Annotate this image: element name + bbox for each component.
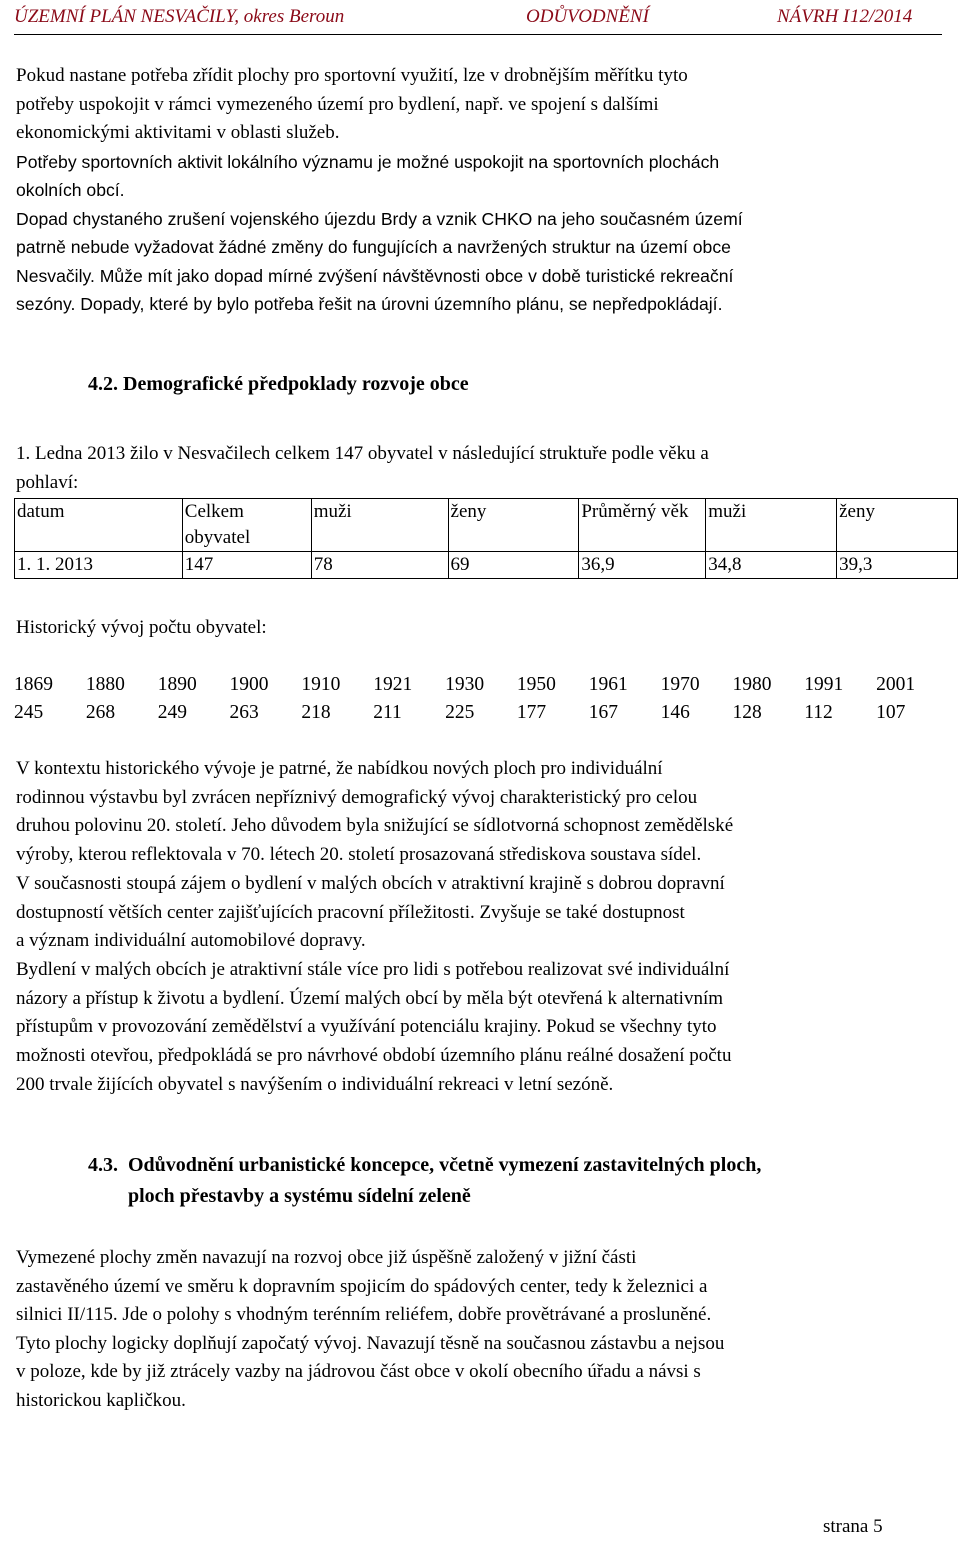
column-header: datum bbox=[15, 499, 183, 552]
text-line: ekonomickými aktivitami v oblasti služeb. bbox=[16, 122, 340, 143]
year-cell: 1869 bbox=[14, 674, 53, 695]
section-title-line1: Odůvodnění urbanistické koncepce, včetně vymezení zastavitelných ploch, bbox=[128, 1154, 762, 1176]
value-cell: 249 bbox=[157, 702, 187, 723]
text-line: patrně nebude vyžadovat žádné změny do fungujících a navržených struktur na území obce bbox=[16, 237, 731, 257]
text-line: výroby, kterou reflektovala v 70. létech 20. století prosazovaná střediskova soustava sídel. bbox=[16, 844, 702, 866]
text-line: okolních obcí. bbox=[16, 180, 125, 200]
year-cell: 1991 bbox=[804, 674, 844, 695]
year-cell: 1880 bbox=[85, 674, 125, 695]
text-line: a význam individuální automobilové dopravy. bbox=[16, 930, 366, 952]
text-line: v poloze, kde by již ztrácely vazby na jádrovou část obce v okolí obecního úřadu a návsi s bbox=[16, 1361, 701, 1382]
text-line: dostupností větších center zajišťujících pracovní příležitosti. Zvyšuje se také dostupnost bbox=[16, 901, 685, 923]
table-cell: 147 bbox=[182, 552, 311, 579]
text-line: názory a přístup k životu a bydlení. Území malých obcí by měla být otevřená k alternativním bbox=[16, 987, 724, 1009]
text-line: zastavěného území ve směru k dopravním spojicím do spádových center, tedy k železnici a bbox=[16, 1275, 708, 1297]
text-line: potřeby uspokojit v rámci vymezeného území pro bydlení, např. ve spojení s dalšími bbox=[16, 93, 659, 115]
historical-label bbox=[16, 614, 946, 643]
year-cell: 1970 bbox=[660, 674, 700, 695]
text-line: Historický vývoj počtu obyvatel: bbox=[16, 617, 267, 638]
year-cell: 1980 bbox=[732, 674, 772, 695]
text-line: Vymezené plochy změn navazují na rozvoj obce již úspěšně založený v jižní části bbox=[16, 1247, 637, 1268]
column-header: ženy bbox=[837, 499, 958, 552]
column-header: Celkem obyvatel bbox=[182, 499, 311, 552]
section-4-3-heading bbox=[88, 1150, 948, 1212]
section-title-line2: ploch přestavby a systému sídelní zeleně bbox=[128, 1185, 471, 1207]
table-cell: 78 bbox=[311, 552, 448, 579]
value-cell: 263 bbox=[229, 702, 259, 723]
plan-title: ÚZEMNÍ PLÁN NESVAČILY, okres Beroun bbox=[14, 6, 345, 27]
text-line: V kontextu historického vývoje je patrné, že nabídkou nových ploch pro individuální bbox=[16, 758, 663, 779]
year-cell: 1910 bbox=[301, 674, 341, 695]
text-line: 200 trvale žijících obyvatel s navýšením o individuální rekreaci v letní sezóně. bbox=[16, 1073, 614, 1095]
version-label: NÁVRH I bbox=[777, 6, 850, 27]
table-row bbox=[15, 552, 958, 579]
text-line: pohlaví: bbox=[16, 471, 79, 493]
values-row bbox=[14, 699, 948, 727]
text-line: Pokud nastane potřeba zřídit plochy pro sportovní využití, lze v drobnějším měřítku tyto bbox=[16, 65, 688, 86]
table-header-row bbox=[15, 499, 958, 552]
text-line: silnici II/115. Jde o polohy s vhodným terénním reliéfem, dobře provětrávané a prosluněné. bbox=[16, 1304, 712, 1325]
section-number: 4.3. bbox=[88, 1154, 118, 1176]
historical-population-table bbox=[14, 671, 948, 727]
page-number: strana 5 bbox=[823, 1516, 883, 1537]
value-cell: 268 bbox=[85, 702, 116, 723]
text-line: přístupům v provozování zemědělství a využívání potenciálu krajiny. Pokud se všechny tyto bbox=[16, 1016, 717, 1038]
text-line: Potřeby sportovních aktivit lokálního významu je možné uspokojit na sportovních plochách bbox=[16, 151, 720, 172]
value-cell: 211 bbox=[373, 702, 402, 723]
table-cell: 34,8 bbox=[706, 552, 837, 579]
year-cell: 1930 bbox=[445, 674, 485, 695]
table-cell: 69 bbox=[448, 552, 579, 579]
value-cell: 245 bbox=[14, 702, 44, 723]
page-header bbox=[14, 2, 942, 35]
text-line: sezóny. Dopady, které by bylo potřeba řešit na úrovni územního plánu, se nepředpokládají. bbox=[16, 294, 723, 314]
text-line: 1. Ledna 2013 žilo v Nesvačilech celkem 147 obyvatel v následující struktuře podle věku a bbox=[16, 443, 709, 464]
table-cell: 1. 1. 2013 bbox=[15, 552, 183, 579]
text-line: V současnosti stoupá zájem o bydlení v malých obcích v atraktivní krajině s dobrou dopravní bbox=[16, 872, 725, 894]
year-cell: 1950 bbox=[516, 674, 556, 695]
column-header: Průměrný věk bbox=[579, 499, 706, 552]
column-header: muži bbox=[706, 499, 837, 552]
population-structure-table bbox=[14, 498, 958, 579]
column-header: ženy bbox=[448, 499, 579, 552]
context-paragraph bbox=[16, 755, 946, 1099]
population-intro bbox=[16, 440, 946, 497]
intro-paragraph bbox=[16, 62, 946, 319]
column-header: muži bbox=[311, 499, 448, 552]
text-line: Tyto plochy logicky doplňují započatý vývoj. Navazují těsně na současnou zástavbu a nejsou bbox=[16, 1332, 725, 1354]
value-cell: 177 bbox=[516, 702, 547, 723]
table-cell: 39,3 bbox=[837, 552, 958, 579]
year-cell: 1961 bbox=[588, 674, 628, 695]
text-line: Nesvačily. Může mít jako dopad mírné zvýšení návštěvnosti obce v době turistické rekreační bbox=[16, 265, 734, 286]
years-row bbox=[14, 671, 948, 699]
text-line: rodinnou výstavbu byl zvrácen nepříznivý demografický vývoj charakteristický pro celou bbox=[16, 786, 698, 808]
section-4-2-heading: 4.2. Demografické předpoklady rozvoje obce bbox=[88, 373, 469, 395]
value-cell: 218 bbox=[301, 702, 331, 723]
value-cell: 146 bbox=[660, 702, 690, 723]
value-cell: 225 bbox=[445, 702, 475, 723]
text-line: možnosti otevřou, předpokládá se pro návrhové období územního plánu reálné dosažení počtu bbox=[16, 1045, 732, 1067]
date-label: 12/2014 bbox=[850, 6, 913, 27]
text-line: historickou kapličkou. bbox=[16, 1389, 186, 1411]
value-cell: 167 bbox=[588, 702, 618, 723]
table-cell: 36,9 bbox=[579, 552, 706, 579]
text-line: Bydlení v malých obcích je atraktivní stále více pro lidi s potřebou realizovat své individuální bbox=[16, 958, 730, 980]
text-line: Dopad chystaného zrušení vojenského újezdu Brdy a vznik CHKO na jeho současném území bbox=[16, 208, 743, 229]
zones-paragraph bbox=[16, 1244, 946, 1415]
year-cell: 2001 bbox=[876, 674, 916, 695]
year-cell: 1921 bbox=[373, 674, 413, 695]
year-cell: 1900 bbox=[229, 674, 269, 695]
section-label: ODŮVODNĚNÍ bbox=[526, 6, 649, 27]
text-line: druhou polovinu 20. století. Jeho důvodem byla snižující se sídlotvorná schopnost zemědělské bbox=[16, 815, 734, 837]
value-cell: 107 bbox=[876, 702, 906, 723]
value-cell: 112 bbox=[804, 702, 833, 723]
value-cell: 128 bbox=[732, 702, 762, 723]
year-cell: 1890 bbox=[157, 674, 197, 695]
